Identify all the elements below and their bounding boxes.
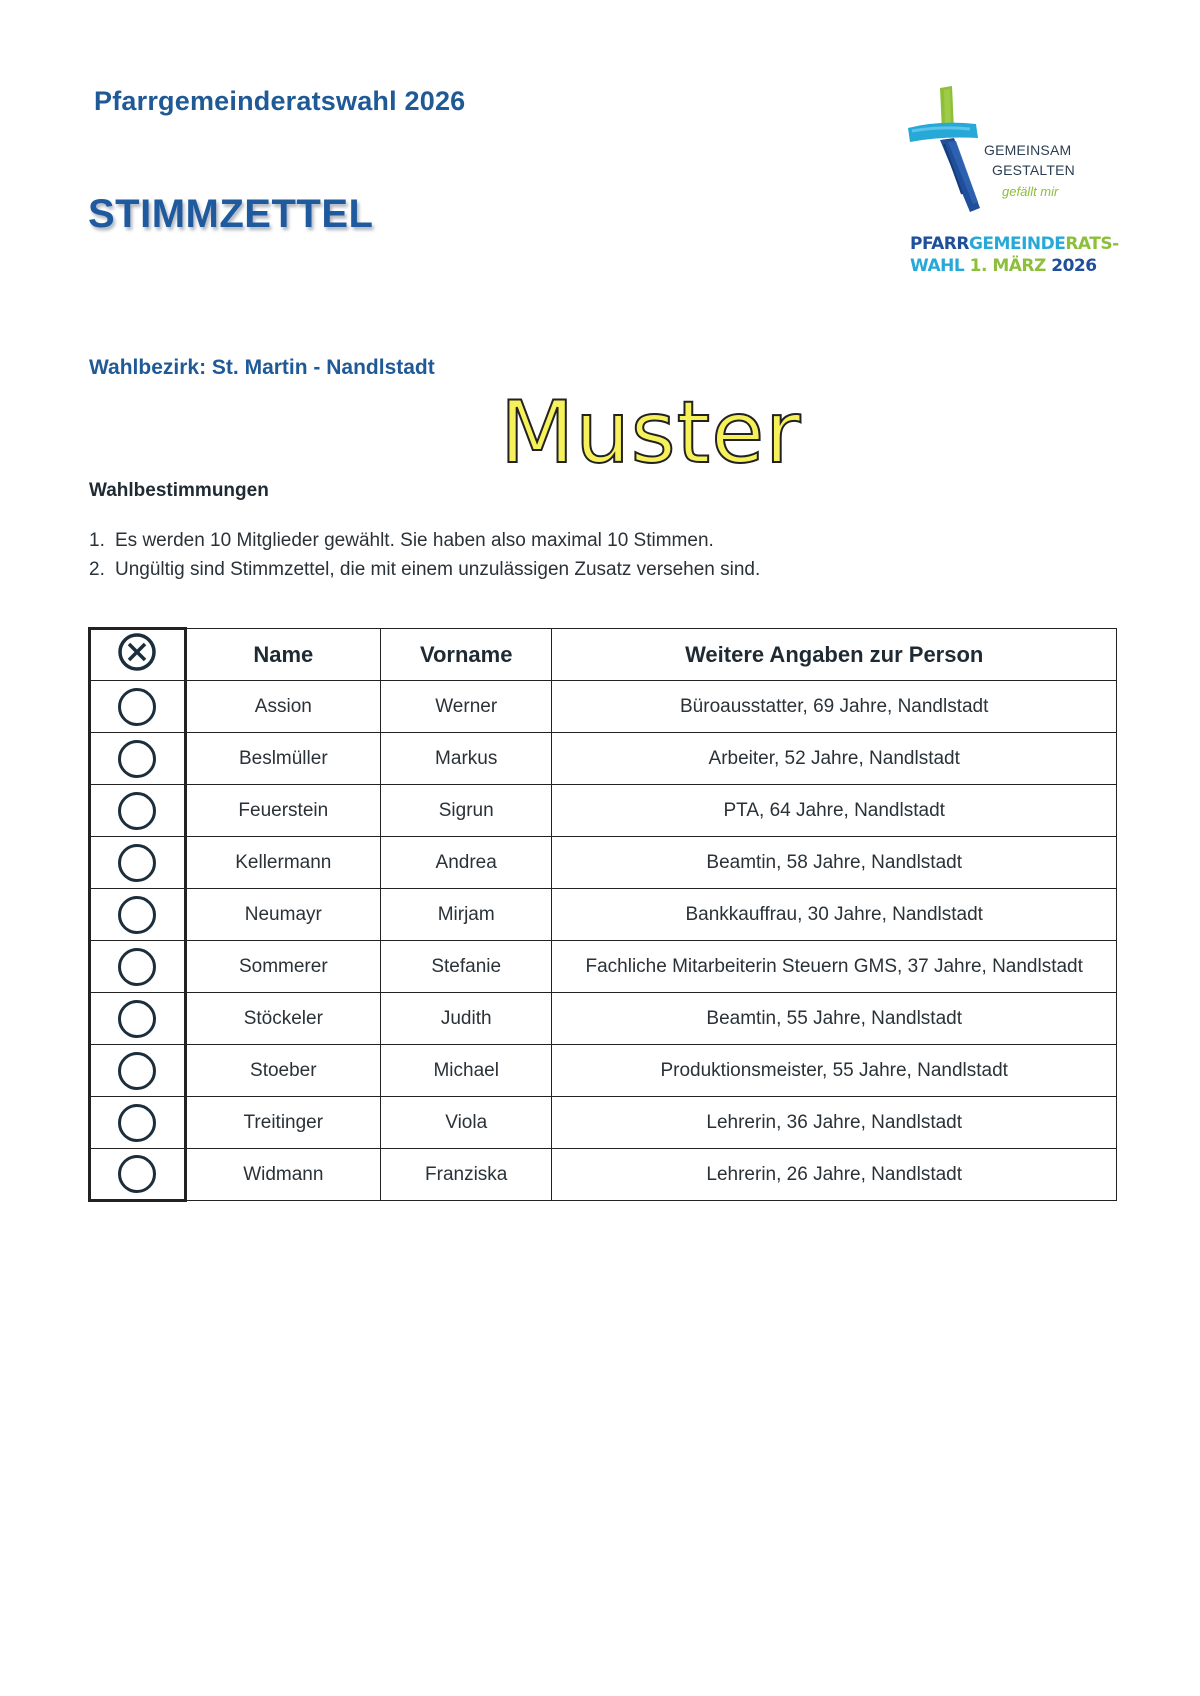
first-name-column-header: Vorname: [380, 629, 551, 681]
candidate-first-name: Viola: [380, 1097, 551, 1149]
table-row: [90, 837, 1117, 889]
candidate-name: Widmann: [185, 1149, 380, 1201]
logo-tagline: gefällt mir: [1002, 184, 1059, 199]
vote-checkbox[interactable]: [118, 896, 156, 934]
ballot-title: STIMMZETTEL: [88, 192, 374, 236]
table-row: [90, 941, 1117, 993]
vote-checkbox[interactable]: [118, 1000, 156, 1038]
candidate-first-name: Werner: [380, 681, 551, 733]
election-title: Pfarrgemeinderatswahl 2026: [94, 86, 466, 116]
info-column-header: Weitere Angaben zur Person: [552, 629, 1117, 681]
candidate-name: Treitinger: [185, 1097, 380, 1149]
election-logo: [900, 84, 1119, 284]
rule-item: 1. Es werden 10 Mitglieder gewählt. Sie haben also maximal 10 Stimmen.: [89, 530, 714, 551]
vote-checkbox[interactable]: [118, 844, 156, 882]
rules-heading: Wahlbestimmungen: [89, 480, 269, 501]
rule-item: 2. Ungültig sind Stimmzettel, die mit einem unzulässigen Zusatz versehen sind.: [89, 559, 761, 580]
candidate-info: Lehrerin, 26 Jahre, Nandlstadt: [552, 1149, 1117, 1201]
candidate-name: Neumayr: [185, 889, 380, 941]
vote-checkbox[interactable]: [118, 1104, 156, 1142]
candidate-name: Kellermann: [185, 837, 380, 889]
candidate-first-name: Sigrun: [380, 785, 551, 837]
rules-list: [89, 528, 760, 586]
candidate-info: Büroausstatter, 69 Jahre, Nandlstadt: [552, 681, 1117, 733]
logo-election-line1: PFARRGEMEINDERATS-: [910, 234, 1119, 254]
candidate-first-name: Franziska: [380, 1149, 551, 1201]
table-row: [90, 1097, 1117, 1149]
candidate-info: Produktionsmeister, 55 Jahre, Nandlstadt: [552, 1045, 1117, 1097]
candidate-info: PTA, 64 Jahre, Nandlstadt: [552, 785, 1117, 837]
logo-election-line2: WAHL 1. MÄRZ 2026: [910, 256, 1097, 276]
vote-checkbox[interactable]: [118, 1155, 156, 1193]
candidate-name: Stöckeler: [185, 993, 380, 1045]
candidate-name: Assion: [185, 681, 380, 733]
candidate-info: Bankkauffrau, 30 Jahre, Nandlstadt: [552, 889, 1117, 941]
candidate-name: Feuerstein: [185, 785, 380, 837]
candidate-name: Sommerer: [185, 941, 380, 993]
table-row: [90, 993, 1117, 1045]
candidate-first-name: Judith: [380, 993, 551, 1045]
table-row: [90, 889, 1117, 941]
candidate-first-name: Mirjam: [380, 889, 551, 941]
candidate-info: Fachliche Mitarbeiterin Steuern GMS, 37 Jahre, Nandlstadt: [552, 941, 1117, 993]
candidate-first-name: Andrea: [380, 837, 551, 889]
mark-column-header: [90, 629, 186, 681]
logo-line1: GEMEINSAM: [984, 142, 1072, 158]
table-row: [90, 681, 1117, 733]
candidate-info: Beamtin, 55 Jahre, Nandlstadt: [552, 993, 1117, 1045]
candidate-first-name: Markus: [380, 733, 551, 785]
candidate-name: Stoeber: [185, 1045, 380, 1097]
logo-line2: GESTALTEN: [992, 162, 1075, 178]
vote-checkbox[interactable]: [118, 740, 156, 778]
vote-checkbox[interactable]: [118, 948, 156, 986]
sample-watermark: Muster: [500, 383, 802, 483]
table-row: [90, 733, 1117, 785]
candidate-info: Lehrerin, 36 Jahre, Nandlstadt: [552, 1097, 1117, 1149]
candidate-info: Arbeiter, 52 Jahre, Nandlstadt: [552, 733, 1117, 785]
candidate-info: Beamtin, 58 Jahre, Nandlstadt: [552, 837, 1117, 889]
name-column-header: Name: [185, 629, 380, 681]
circle-x-icon: [117, 632, 157, 678]
candidate-name: Beslmüller: [185, 733, 380, 785]
table-row: [90, 1045, 1117, 1097]
table-row: [90, 785, 1117, 837]
vote-checkbox[interactable]: [118, 1052, 156, 1090]
vote-checkbox[interactable]: [118, 688, 156, 726]
table-row: [90, 1149, 1117, 1201]
candidate-first-name: Stefanie: [380, 941, 551, 993]
candidate-table: [88, 627, 1117, 1202]
candidate-first-name: Michael: [380, 1045, 551, 1097]
vote-checkbox[interactable]: [118, 792, 156, 830]
table-header-row: [90, 629, 1117, 681]
district-label: Wahlbezirk: St. Martin - Nandlstadt: [89, 356, 435, 379]
